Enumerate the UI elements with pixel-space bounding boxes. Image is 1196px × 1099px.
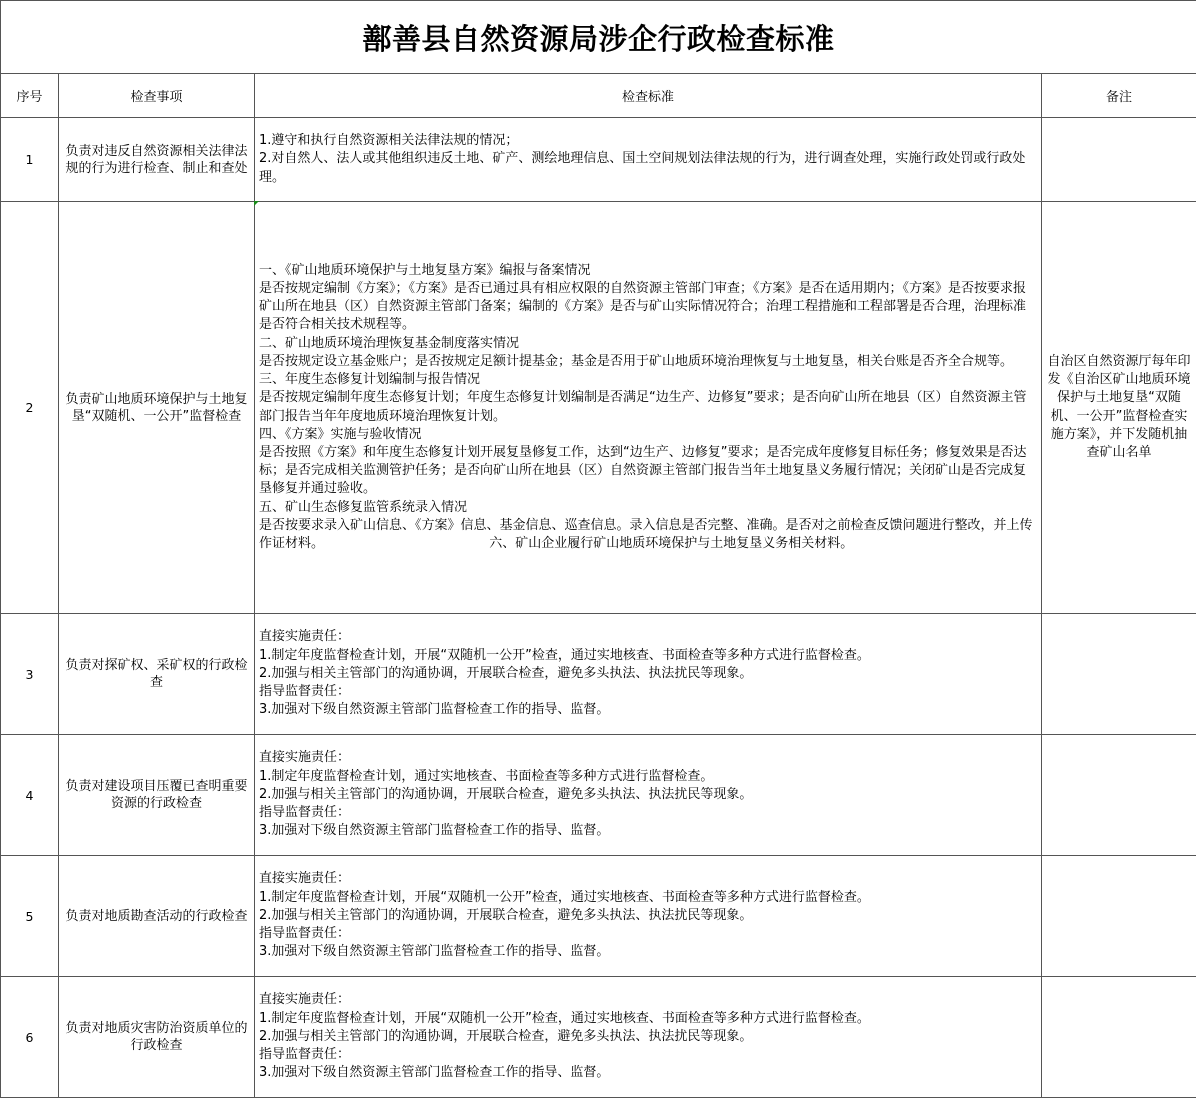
row-number-cell[interactable]: 5 bbox=[1, 856, 59, 977]
standard-line: 是否按规定编制年度生态修复计划；年度生态修复计划编制是否满足“边生产、边修复”要求；是否向矿山所在地县（区）自然资源主管部门报告当年年度地质环境治理恢复计划。 bbox=[259, 390, 1027, 424]
standard-line: 1.制定年度监督检查计划，开展“双随机一公开”检查，通过实地核查、书面检查等多种方式进行监督检查。 bbox=[259, 1010, 870, 1026]
standard-line: 1.制定年度监督检查计划，开展“双随机一公开”检查，通过实地核查、书面检查等多种方式进行监督检查。 bbox=[259, 889, 870, 905]
row-number-cell[interactable]: 1 bbox=[1, 118, 59, 202]
standard-line: 2.加强与相关主管部门的沟通协调，开展联合检查，避免多头执法、执法扰民等现象。 bbox=[259, 786, 753, 802]
header-note[interactable]: 备注 bbox=[1042, 74, 1196, 118]
standard-line: 1.遵守和执行自然资源相关法律法规的情况； bbox=[259, 133, 519, 149]
standard-line: 直接实施责任： bbox=[259, 629, 351, 645]
table-row bbox=[1, 735, 1196, 856]
standard-line: 2.加强与相关主管部门的沟通协调，开展联合检查，避免多头执法、执法扰民等现象。 bbox=[259, 907, 753, 923]
standard-line: 是否按规定设立基金账户；是否按规定足额计提基金；基金是否用于矿山地质环境治理恢复与土地复垦，相关台账是否齐全合规等。 bbox=[259, 353, 1014, 369]
standard-line: 是否按规定编制《方案》；《方案》是否已通过具有相应权限的自然资源主管部门审查；《方案》是否在适用期内；《方案》是否按要求报矿山所在地县（区）自然资源主管部门备案；编制的《方案》是否与矿山实际情况符合；治理工程措施和工程部署是否合理，治理标准是否符合相关技术规程等。 bbox=[259, 281, 1027, 333]
standard-line: 四、《方案》实施与验收情况 bbox=[259, 426, 422, 442]
note-cell[interactable]: 自治区自然资源厅每年印发《自治区矿山地质环境保护与土地复垦“双随机、一公开”监督检查实施方案》，并下发随机抽查矿山名单 bbox=[1042, 202, 1196, 614]
standard-line: 2.加强与相关主管部门的沟通协调，开展联合检查，避免多头执法、执法扰民等现象。 bbox=[259, 665, 753, 681]
table-row bbox=[1, 118, 1196, 202]
standard-line: 五、矿山生态修复监管系统录入情况 bbox=[259, 499, 468, 515]
item-cell[interactable]: 负责对地质灾害防治资质单位的行政检查 bbox=[59, 977, 255, 1098]
row-number-cell[interactable]: 6 bbox=[1, 977, 59, 1098]
standard-line: 指导监督责任： bbox=[259, 684, 351, 700]
header-no[interactable]: 序号 bbox=[1, 74, 59, 118]
cell-comment-indicator-icon bbox=[254, 201, 259, 206]
standard-line: 指导监督责任： bbox=[259, 805, 351, 821]
standard-line: 指导监督责任： bbox=[259, 1047, 351, 1063]
row-number-cell[interactable]: 3 bbox=[1, 614, 59, 735]
item-cell[interactable]: 负责对地质勘查活动的行政检查 bbox=[59, 856, 255, 977]
standard-cell[interactable] bbox=[255, 856, 1042, 977]
standard-line: 三、年度生态修复计划编制与报告情况 bbox=[259, 372, 481, 388]
standard-line: 一、《矿山地质环境保护与土地复垦方案》编报与备案情况 bbox=[259, 262, 591, 278]
row-number-cell[interactable]: 2 bbox=[1, 202, 59, 614]
standard-cell[interactable] bbox=[255, 202, 1042, 614]
note-cell[interactable] bbox=[1042, 735, 1196, 856]
standard-line: 2.加强与相关主管部门的沟通协调，开展联合检查，避免多头执法、执法扰民等现象。 bbox=[259, 1028, 753, 1044]
standard-cell[interactable] bbox=[255, 118, 1042, 202]
standard-line: 直接实施责任： bbox=[259, 992, 351, 1008]
item-cell[interactable]: 负责对建设项目压覆已查明重要资源的行政检查 bbox=[59, 735, 255, 856]
table-row bbox=[1, 614, 1196, 735]
item-cell[interactable]: 负责矿山地质环境保护与土地复垦“双随机、一公开”监督检查 bbox=[59, 202, 255, 614]
header-item[interactable]: 检查事项 bbox=[59, 74, 255, 118]
header-row bbox=[1, 74, 1196, 118]
item-cell[interactable]: 负责对探矿权、采矿权的行政检查 bbox=[59, 614, 255, 735]
table-row bbox=[1, 977, 1196, 1098]
header-standard[interactable]: 检查标准 bbox=[255, 74, 1042, 118]
page-title[interactable]: 鄯善县自然资源局涉企行政检查标准 bbox=[1, 1, 1196, 74]
standard-line: 2.对自然人、法人或其他组织违反土地、矿产、测绘地理信息、国土空间规划法律法规的行为，进行调查处理，实施行政处罚或行政处理。 bbox=[259, 151, 1026, 185]
note-cell[interactable] bbox=[1042, 856, 1196, 977]
standard-line: 是否按照《方案》和年度生态修复计划开展复垦修复工作，达到“边生产、边修复”要求；是否完成年度修复目标任务；修复效果是否达标；是否完成相关监测管护任务；是否向矿山所在地县（区）自然资源主管部门报告当年土地复垦义务履行情况；关闭矿山是否完成复垦修复并通过验收。 bbox=[259, 444, 1027, 497]
item-cell[interactable]: 负责对违反自然资源相关法律法规的行为进行检查、制止和查处 bbox=[59, 118, 255, 202]
note-cell[interactable] bbox=[1042, 118, 1196, 202]
title-row bbox=[1, 1, 1196, 74]
standard-cell[interactable] bbox=[255, 614, 1042, 735]
standard-line: 直接实施责任： bbox=[259, 750, 351, 766]
standard-cell[interactable] bbox=[255, 977, 1042, 1098]
table-row bbox=[1, 202, 1196, 614]
standard-line: 直接实施责任： bbox=[259, 871, 351, 887]
note-cell[interactable] bbox=[1042, 614, 1196, 735]
note-cell[interactable] bbox=[1042, 977, 1196, 1098]
standard-line: 3.加强对下级自然资源主管部门监督检查工作的指导、监督。 bbox=[259, 823, 610, 839]
standard-line: 1.制定年度监督检查计划，通过实地核查、书面检查等多种方式进行监督检查。 bbox=[259, 768, 714, 784]
row-number-cell[interactable]: 4 bbox=[1, 735, 59, 856]
standard-line: 3.加强对下级自然资源主管部门监督检查工作的指导、监督。 bbox=[259, 944, 610, 960]
standard-line: 指导监督责任： bbox=[259, 926, 351, 942]
standard-line: 是否按要求录入矿山信息、《方案》信息、基金信息、巡查信息。录入信息是否完整、准确。是否对之前检查反馈问题进行整改，并上传作证材料。 六、矿山企业履行矿山地质环境保护与土地复垦义务相关材料。 bbox=[259, 517, 1033, 551]
standard-cell[interactable] bbox=[255, 735, 1042, 856]
table-row bbox=[1, 856, 1196, 977]
standard-line: 3.加强对下级自然资源主管部门监督检查工作的指导、监督。 bbox=[259, 702, 610, 718]
standard-line: 二、矿山地质环境治理恢复基金制度落实情况 bbox=[259, 335, 520, 351]
standard-line: 1.制定年度监督检查计划，开展“双随机一公开”检查，通过实地核查、书面检查等多种方式进行监督检查。 bbox=[259, 647, 870, 663]
standard-line: 3.加强对下级自然资源主管部门监督检查工作的指导、监督。 bbox=[259, 1065, 610, 1081]
